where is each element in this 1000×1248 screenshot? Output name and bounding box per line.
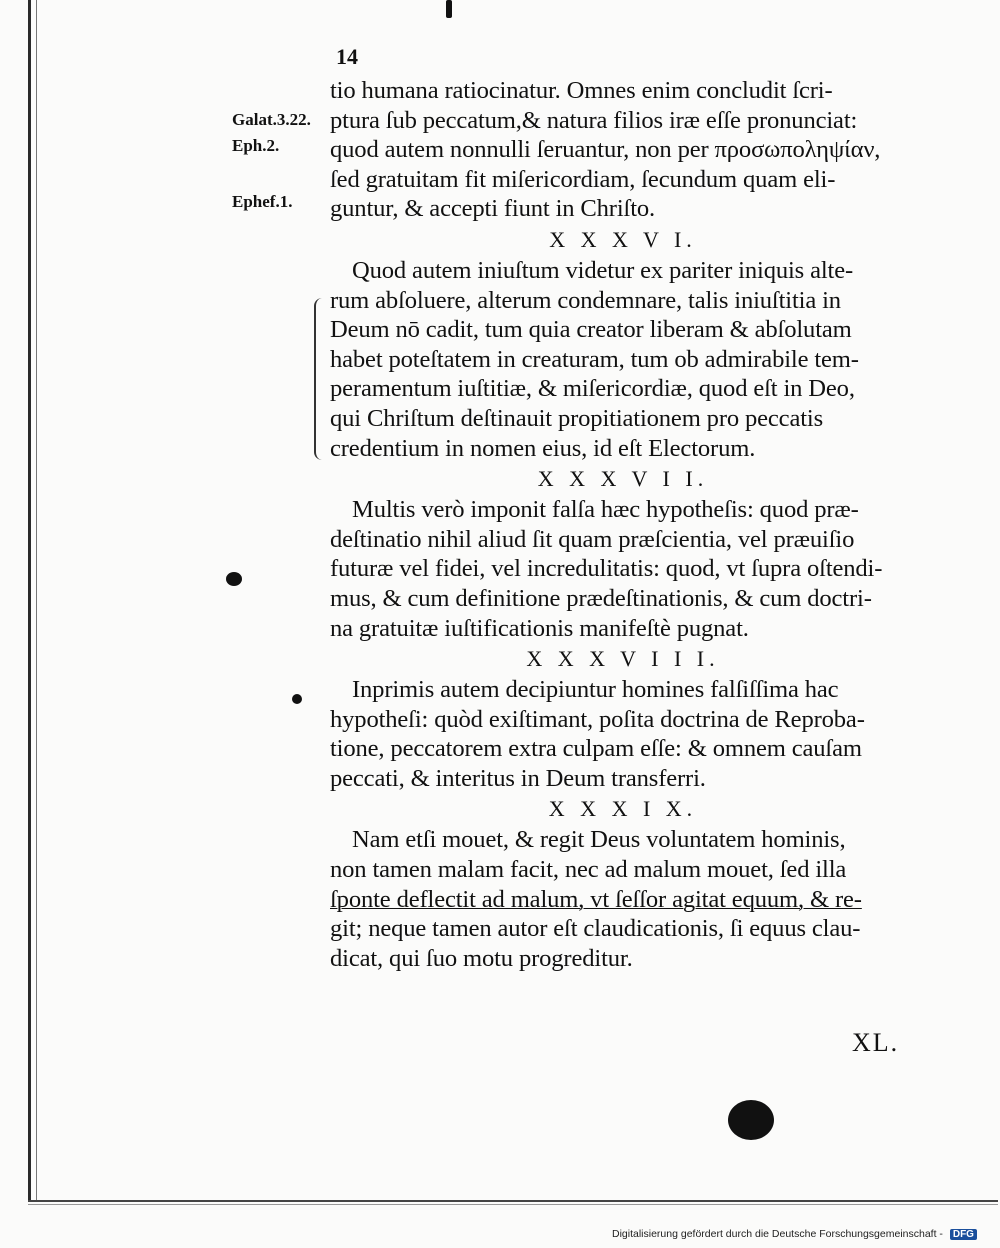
- catchword: XL.: [852, 1028, 900, 1057]
- text-line: na gratuitæ iuſtificationis manifeſtè pugnat.: [330, 614, 749, 642]
- text-line: guntur, & accepti fiunt in Chriſto.: [330, 195, 656, 223]
- page-number: 14: [336, 44, 358, 69]
- text-line: quod autem nonnulli ſeruantur, non per προσωποληψίαν,: [330, 136, 881, 164]
- section-heading-39: X X X I X.: [548, 796, 698, 822]
- text-line: peramentum iuſtitiæ, & miſericordiæ, quod eſt in Deo,: [330, 375, 855, 403]
- text-line: qui Chriſtum deſtinauit propitiationem pro peccatis: [330, 404, 824, 432]
- margin-note-ephesians-2: Eph.2.: [232, 136, 280, 155]
- section-heading-36: X X X V I.: [549, 226, 697, 252]
- margin-note-ephesians-1: Ephef.1.: [232, 192, 293, 211]
- text-line: tione, peccatorem extra culpam eſſe: & omnem cauſam: [330, 735, 862, 763]
- text-line: mus, & cum definitione prædeſtinationis, & cum doctri-: [330, 584, 872, 612]
- ink-blot: [292, 694, 302, 704]
- page-binding-edge: [28, 0, 31, 1200]
- section-heading-37: X X X V I I.: [537, 466, 709, 492]
- margin-note-galatians: Galat.3.22.: [232, 110, 311, 129]
- text-line: deſtinatio nihil aliud ſit quam præſcientia, vel præuiſio: [330, 525, 855, 553]
- text-line: git; neque tamen autor eſt claudicationis, ſi equus clau-: [330, 915, 861, 943]
- text-line: ptura ſub peccatum,& natura filios iræ eſſe pronunciat:: [330, 106, 858, 134]
- text-line: rum abſoluere, alterum condemnare, talis iniuſtitia in: [330, 286, 841, 314]
- text-line: non tamen malam facit, nec ad malum mouet, ſed illa: [330, 856, 847, 884]
- text-line: credentium in nomen eius, id eſt Electorum.: [330, 434, 756, 462]
- ink-mark: [446, 0, 452, 18]
- text-line: tio humana ratiocinatur. Omnes enim concludit ſcri-: [330, 77, 833, 104]
- text-line: Deum nō cadit, tum quia creator liberam & abſolutam: [330, 316, 852, 344]
- text-line: futuræ vel fidei, vel incredulitatis: quod, vt ſupra oſtendi-: [330, 555, 883, 583]
- text-line: habet poteſtatem in creaturam, tum ob admirabile tem-: [330, 345, 859, 373]
- text-line: Multis verò imponit falſa hæc hypotheſis: quod præ-: [352, 496, 859, 524]
- body-text: [330, 76, 916, 973]
- marginal-brace-mark: [314, 298, 326, 460]
- page-bottom-edge-inner: [28, 1204, 998, 1205]
- text-line: peccati, & interitus in Deum transferri.: [330, 764, 706, 792]
- page-bottom-edge: [28, 1200, 998, 1202]
- text-line: hypotheſi: quòd exiſtimant, poſita doctrina de Reproba-: [330, 705, 865, 733]
- text-line: dicat, qui ſuo motu progreditur.: [330, 944, 633, 972]
- text-line: Nam etſi mouet, & regit Deus voluntatem hominis,: [352, 826, 846, 854]
- dfg-logo-icon: DFG: [950, 1229, 977, 1240]
- ink-blot: [226, 572, 242, 586]
- digitization-footer: [612, 1228, 977, 1240]
- text-line: Quod autem iniuſtum videtur ex pariter iniquis alte-: [352, 256, 854, 284]
- text-line: ſponte deflectit ad malum, vt ſeſſor agitat equum, & re-: [330, 885, 862, 913]
- text-line: Inprimis autem decipiuntur homines falſiſſima hac: [352, 676, 839, 704]
- page-binding-edge-inner: [36, 0, 37, 1200]
- section-heading-38: X X X V I I I.: [526, 646, 720, 672]
- ink-blot: [728, 1100, 774, 1140]
- footer-text: Digitalisierung gefördert durch die Deutsche Forschungsgemeinschaft -: [612, 1228, 943, 1240]
- text-line: ſed gratuitam fit miſericordiam, ſecundum quam eli-: [330, 165, 836, 193]
